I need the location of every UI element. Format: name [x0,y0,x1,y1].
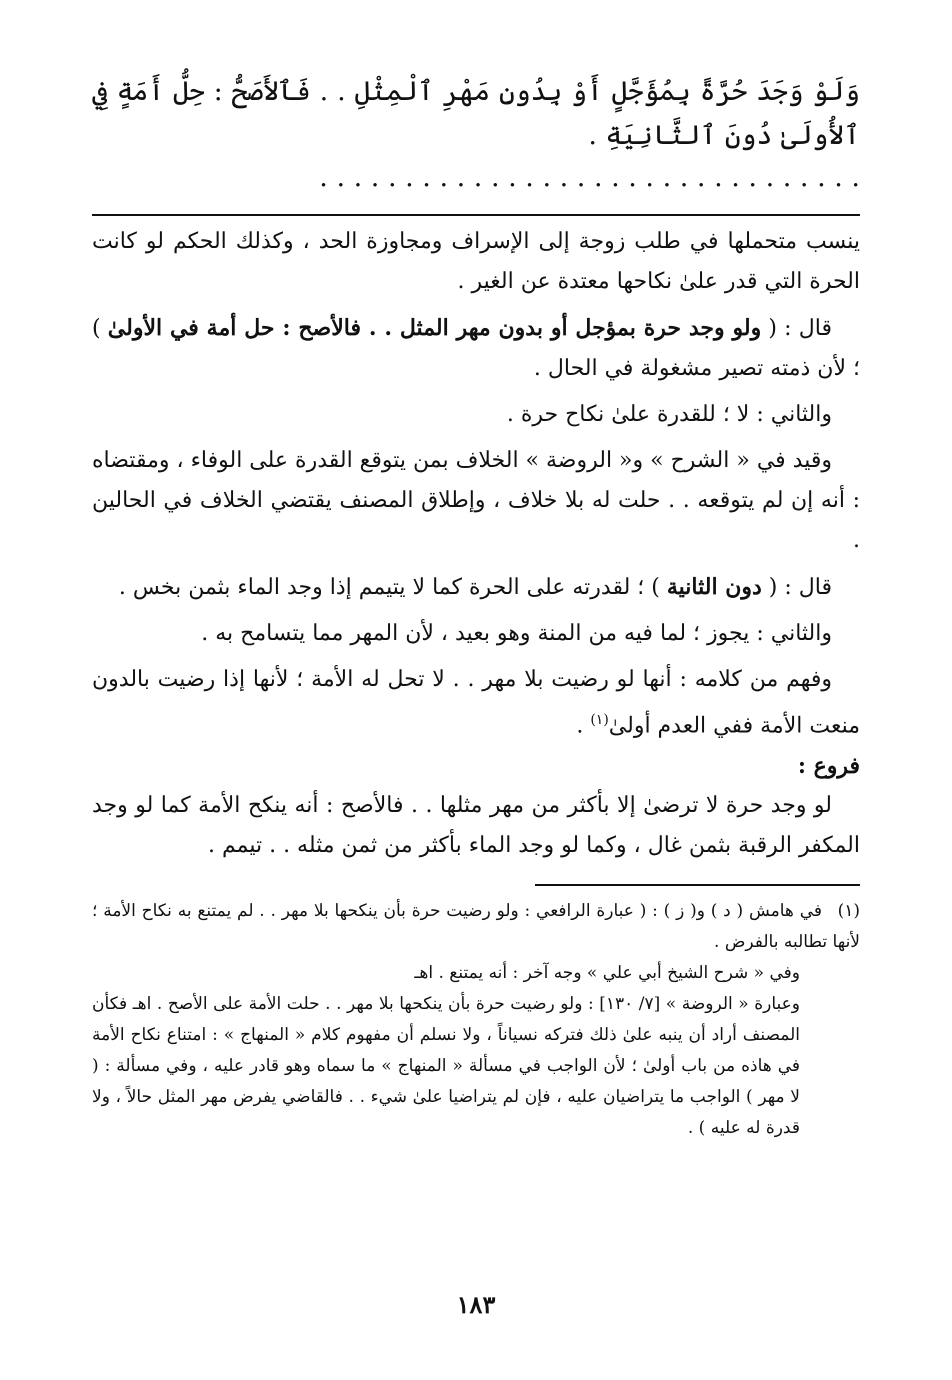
footnotes [92,896,860,1144]
paragraph-rest: ) ؛ لأن ذمته تصير مشغولة في الحال . [92,316,860,381]
page [92,70,860,1380]
footnote-line-1 [92,896,860,958]
commentary-paragraph-6: والثاني : يجوز ؛ لما فيه من المنة وهو بعيد ، لأن المهر مما يتسامح به . [201,621,832,646]
commentary-paragraph-7 [92,660,860,746]
paragraph-end: . [576,713,591,739]
commentary-paragraph-4: وقيد في « الشرح » و« الروضة » الخلاف بمن يتوقع القدرة على الوفاء ، ومقتضاه : أنه إن لم يتوقعه . . حلت له بلا خلاف ، وإطلاق المصنف يقتضي الخلاف في الحالين . [92,448,860,553]
quoted-matn: دون الثانية [666,574,762,600]
matn-separator [92,214,860,216]
quote-open: قال : ( [761,316,832,341]
quoted-matn: ولو وجد حرة بمؤجل أو بدون مهر المثل . . فالأصح : حل أمة في الأولىٰ [107,315,762,341]
footnote-text: في هامش ( د ) و( ز ) : ( عبارة الرافعي : ولو رضيت حرة بأن ينكحها بلا مهر . . لم يمتنع به نكاح الأمة ؛ لأنها تطالبه بالفرض . [92,901,860,953]
commentary-paragraph-2 [92,308,860,389]
quote-open: قال : ( [761,575,832,600]
section-heading: فروع : [797,753,860,780]
page-number: ١٨٣ [456,1290,496,1319]
footnote-reference[interactable]: (١) [590,712,609,728]
footnote-number: (١) [837,901,860,922]
commentary-paragraph-1: ينسب متحملها في طلب زوجة إلى الإسراف ومجاوزة الحد ، وكذلك الحكم لو كانت الحرة التي قدر علىٰ نكاحها معتدة عن الغير . [92,229,861,294]
matn-text: وَلَوْ وَجَدَ حُرَّةً بِمُؤَجَّلٍ أَوْ بِدُونِ مَهْرِ ٱلْمِثْلِ . . فَٱلأَصَحُّ : حِلُّ أَمَةٍ فِي ٱلأُولَىٰ دُونَ ٱلثَّانِيَةِ . [92,76,860,151]
footnote-line-3: وعبارة « الروضة » [٧/ ١٣٠] : ولو رضيت حرة بأن ينكحها بلا مهر . . حلت الأمة على الأصح . اهـ فكأن المصنف أراد أن ينبه علىٰ ذلك فتركه نسياناً ، ولا نسلم أن مفهوم كلام « المنهاج » : امتناع نكاح الأمة في هاذه من باب أولىٰ ؛ لأن الواجب في مسألة « المنهاج » ما سماه وهو قادر عليه ، وفي مسألة : ( لا مهر ) الواجب ما يتراضيان عليه ، فإن لم يتراضيا علىٰ شيء . . فالقاضي يفرض مهر المثل حالاً ، ولا قدرة له عليه ) . [92,994,800,1139]
footnote-line-2: وفي « شرح الشيخ أبي علي » وجه آخر : أنه يمتنع . اهـ [414,963,800,984]
commentary [92,222,860,866]
commentary-paragraph-5 [92,567,860,608]
matn-dots: . . . . . . . . . . . . . . . . . . . . . . . . . . . . . . . . [319,162,860,193]
commentary-paragraph-3: والثاني : لا ؛ للقدرة علىٰ نكاح حرة . [506,402,832,427]
section-paragraph-1: لو وجد حرة لا ترضىٰ إلا بأكثر من مهر مثلها . . فالأصح : أنه ينكح الأمة كما لو وجد المكفر الرقبة بثمن غال ، وكما لو وجد الماء بأكثر من ثمن مثله . . تيمم . [92,793,860,859]
paragraph-rest: ) ؛ لقدرته على الحرة كما لا يتيمم إذا وجد الماء بثمن بخس . [118,575,667,600]
paragraph-text: وفهم من كلامه : أنها لو رضيت بلا مهر . . لا تحل له الأمة ؛ لأنها إذا رضيت بالدون منعت الأمة ففي العدم أولىٰ [92,667,860,739]
footnote-separator [535,884,860,886]
